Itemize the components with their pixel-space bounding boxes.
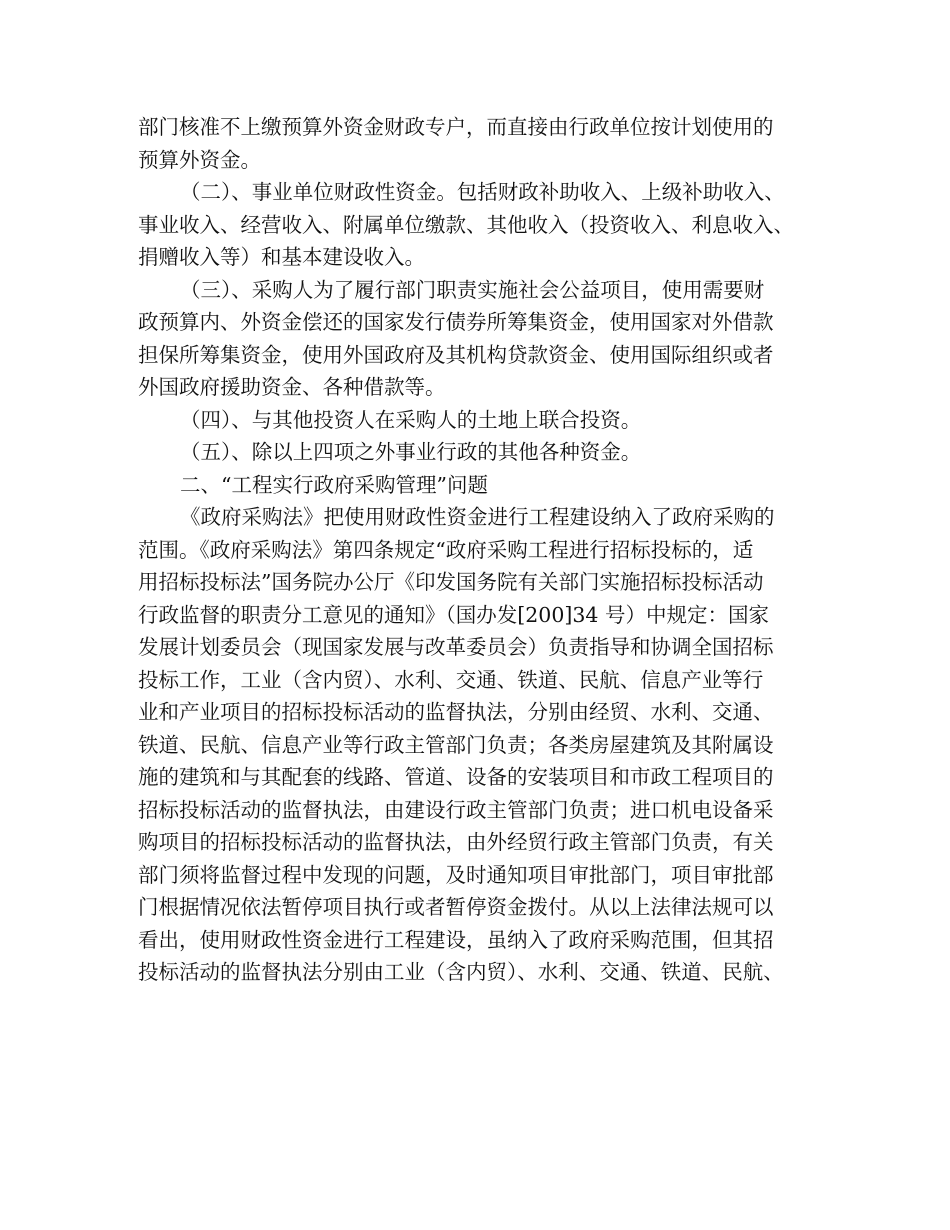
section-heading: 二、“工程实行政府采购管理”问题 [180,472,488,497]
text-line: 招标投标活动的监督执法，由建设行政主管部门负责；进口机电设备采 [138,797,774,822]
text-line: 门根据情况依法暂停项目执行或者暂停资金拨付。从以上法律法规可以 [138,895,774,919]
text-line: 投标工作，工业（含内贸）、水利、交通、铁道、民航、信息产业等行 [138,667,764,692]
text-line: 施的建筑和与其配套的线路、管道、设备的安装项目和市政工程项目的 [138,765,774,789]
text-line: 部门须将监督过程中发现的问题，及时通知项目审批部门，项目审批部 [138,862,774,887]
text-line: 事业收入、经营收入、附属单位缴款、其他收入（投资收入、利息收入、 [138,212,794,237]
text-line: （五）、除以上四项之外事业行政的其他各种资金。 [180,440,642,464]
text-line: （四）、与其他投资人在采购人的土地上联合投资。 [180,407,642,432]
text-line: 业和产业项目的招标投标活动的监督执法，分别由经贸、水利、交通、 [138,700,774,724]
text-line: （三）、采购人为了履行部门职责实施社会公益项目，使用需要财 [180,277,765,302]
text-line: 预算外资金。 [138,147,261,172]
text-line: 范围。《政府采购法》第四条规定“政府采购工程进行招标投标的，适 [138,537,754,562]
text-line: 铁道、民航、信息产业等行政主管部门负责；各类房屋建筑及其附属设 [138,732,774,757]
text-line: 发展计划委员会（现国家发展与改革委员会）负责指导和协调全国招标 [138,635,774,659]
text-line: 购项目的招标投标活动的监督执法，由外经贸行政主管部门负责，有关 [138,830,774,854]
text-line: 用招标投标法”国务院办公厅《印发国务院有关部门实施招标投标活动 [138,570,764,594]
text-line: （二）、事业单位财政性资金。包括财政补助收入、上级补助收入、 [180,180,785,204]
text-line: 看出，使用财政性资金进行工程建设，虽纳入了政府采购范围，但其招 [138,927,774,952]
text-line: 投标活动的监督执法分别由工业（含内贸）、水利、交通、铁道、民航、 [138,960,784,984]
text-line: 外国政府援助资金、各种借款等。 [138,375,446,399]
text-line: 行政监督的职责分工意见的通知》（国办发[200]34 号）中规定：国家 [138,602,769,627]
text-line: 捐赠收入等）和基本建设收入。 [138,245,425,269]
text-line: 政预算内、外资金偿还的国家发行债券所筹集资金，使用国家对外借款 [138,310,774,334]
text-line: 部门核准不上缴预算外资金财政专户，而直接由行政单位按计划使用的 [138,115,774,139]
document-body [138,111,828,989]
text-line: 担保所筹集资金，使用外国政府及其机构贷款资金、使用国际组织或者 [138,342,774,367]
text-line: 《政府采购法》把使用财政性资金进行工程建设纳入了政府采购的 [180,505,775,529]
